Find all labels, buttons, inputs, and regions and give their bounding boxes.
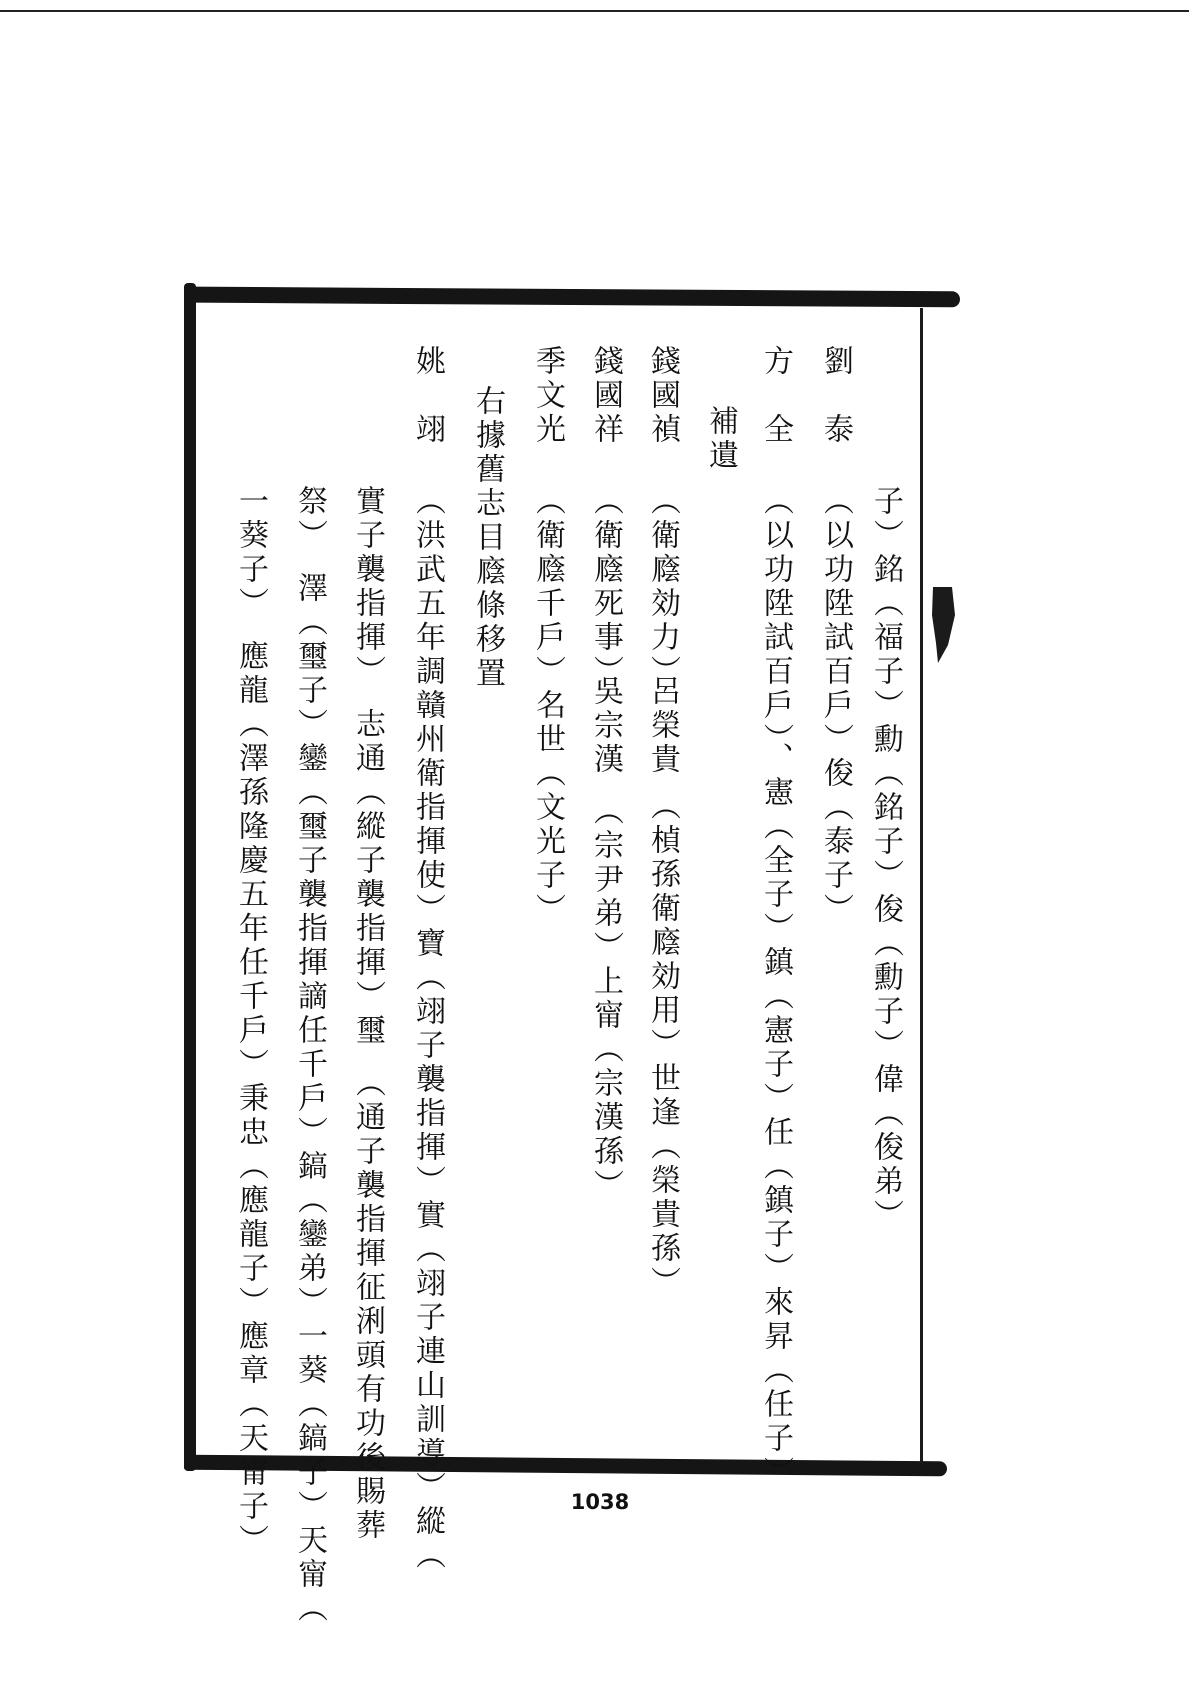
- frame-top-border: [190, 287, 960, 308]
- text-column-6-name: 季文光: [530, 345, 565, 447]
- top-rule: [0, 10, 1189, 12]
- text-column-5-a: （衛廕死事）: [588, 485, 623, 689]
- text-column-8-body: （洪武五年調贛州衛指揮使）寶（翊子襲指揮）實（翊子連山訓導）縱（: [410, 485, 445, 1573]
- text-column-1-body: （以功陞試百戶）俊（泰子）: [818, 485, 853, 927]
- note-column: 右據舊志目廕條移置: [470, 385, 505, 691]
- margin-mark-icon: [930, 585, 958, 665]
- text-column-4-name: 錢國禎: [645, 345, 680, 447]
- text-column-5-name: 錢國祥: [588, 345, 623, 447]
- text-column-6-body: （衛廕千戶）名世（文光子）: [530, 485, 565, 927]
- frame-right-border: [920, 308, 923, 1463]
- text-column-2-body: （以功陞試百戶）、憲（全子）鎮（憲子）任（鎮子）來昇（任子）: [758, 485, 793, 1490]
- text-column-4-b: 呂榮貴: [645, 675, 680, 777]
- text-column-4-c: （楨孫衛廕効用）世逢（榮貴孫）: [645, 790, 680, 1300]
- section-heading-supplement: 補遺: [703, 405, 738, 473]
- frame-left-border: [184, 283, 196, 1471]
- text-column-8-name: 姚 翊: [410, 345, 445, 447]
- text-column-0: 子）銘（福子）勳（銘子）俊（勳子）偉（俊弟）: [868, 485, 903, 1233]
- text-column-2-name: 方 全: [758, 345, 793, 447]
- text-column-5-c: （宗尹弟）上甯（宗漢孫）: [588, 795, 623, 1203]
- text-column-4-a: （衛廕効力）: [645, 485, 680, 689]
- text-column-11: 一葵子） 應龍（澤孫隆慶五年任千戶）秉忠（應龍子）應章（天甯子）: [233, 485, 268, 1558]
- text-column-10: 祭） 澤（璽子）鑾（璽子襲指揮謫任千戶）鎬（鑾弟）一葵（鎬子）天甯（: [292, 485, 327, 1626]
- text-column-1-name: 劉 泰: [818, 345, 853, 447]
- text-column-5-b: 吳宗漢: [588, 675, 623, 777]
- text-column-9: 實子襲指揮） 志通（縱子襲指揮）璽 （通子襲指揮征浰頭有功後賜葬: [350, 485, 385, 1543]
- page-number: 1038: [570, 1490, 630, 1514]
